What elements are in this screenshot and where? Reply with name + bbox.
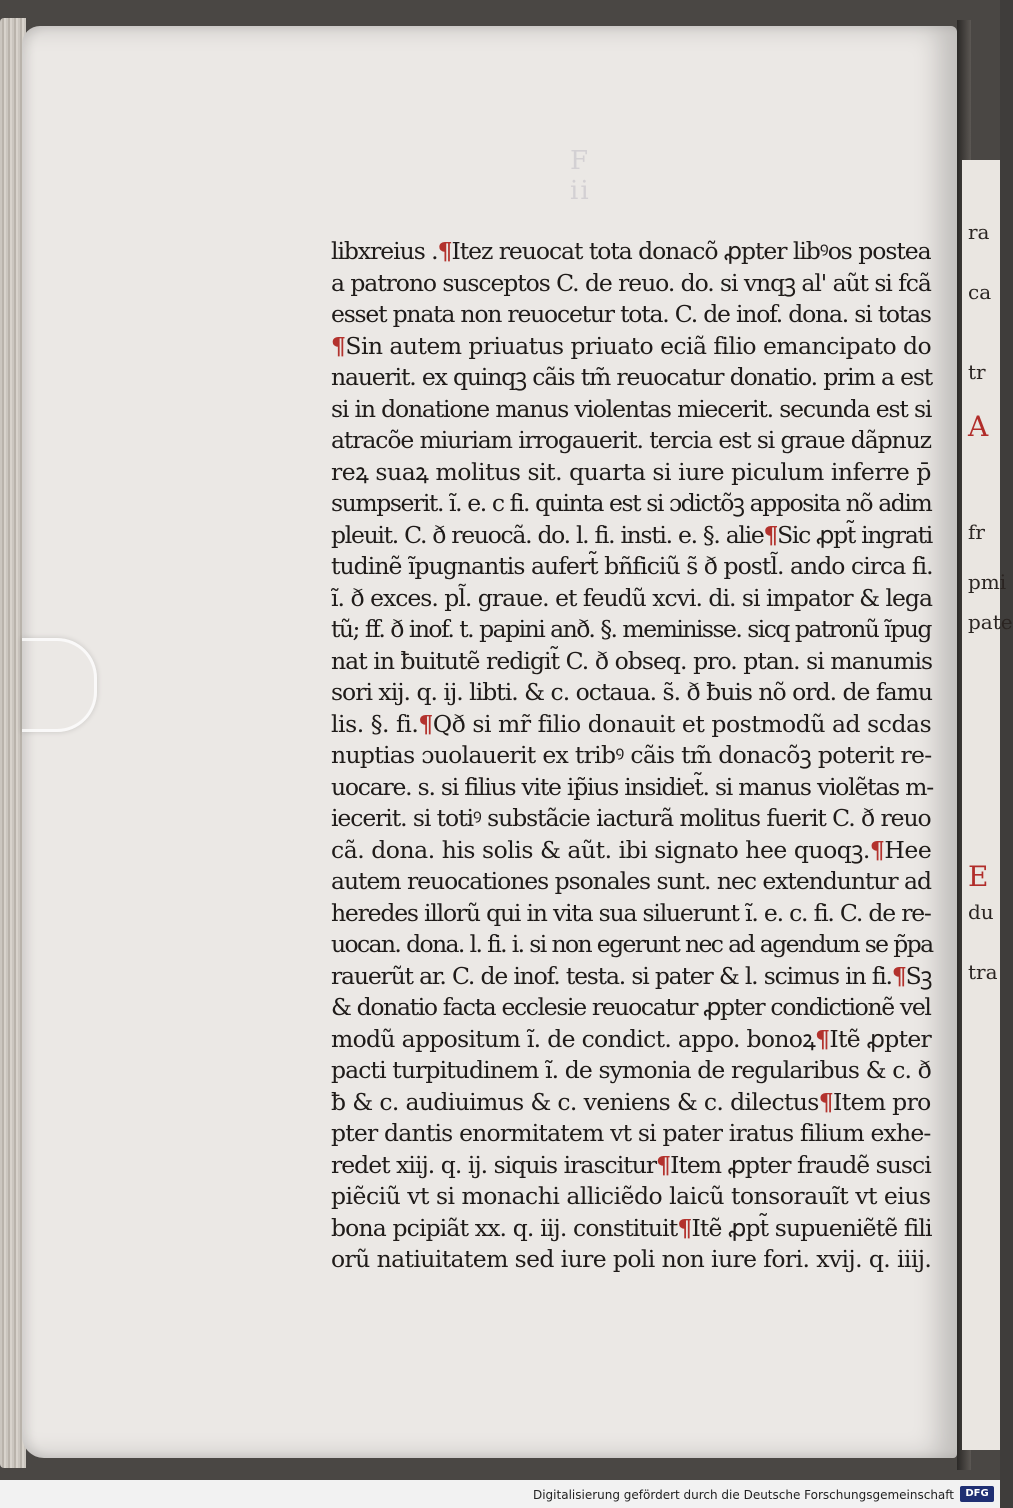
line-text: bona pcipiãt xx. q. iij. constituit [331, 1213, 678, 1242]
line-text: Itez reuocat tota donacõ ꝓpter libꝰos postea [451, 237, 931, 265]
rubric-paragraph-mark: ¶ [815, 1024, 830, 1053]
line-text: lis. §. fi. [331, 709, 419, 738]
line-text: Sin autem priuatus priuato eciã filio emancipato do [345, 331, 932, 360]
rubric-paragraph-mark: ¶ [656, 1150, 671, 1179]
line-text: uocan. dona. l. fi. i. si non egerunt nec ad agendum se p̃pa [331, 930, 933, 958]
text-line [331, 835, 931, 867]
text-line [331, 268, 931, 300]
line-text: orũ natiuitatem sed iure poli non iure fori. xvij. q. iiij. [331, 1245, 932, 1273]
rubric-paragraph-mark: ¶ [437, 237, 452, 265]
faint-margin-note: F ii [570, 146, 591, 206]
line-text: Hee [884, 835, 932, 864]
line-text: heredes illorũ qui in vita sua siluerunt ĩ. e. c. fi. C. de re- [331, 898, 931, 927]
line-text: pter dantis enormitatem vt si pater iratus filium exhe- [331, 1119, 931, 1147]
dfg-logo: DFG [960, 1486, 994, 1502]
text-block [331, 236, 931, 1276]
line-text: atracõe miuriam irrogauerit. tercia est si graue dãpnuz [331, 426, 931, 454]
text-line [331, 583, 931, 615]
line-text: Sꝫ [905, 961, 932, 990]
text-line [331, 709, 931, 741]
text-line [331, 394, 931, 426]
next-page-text: tra [968, 960, 998, 984]
next-page-text: ca [968, 280, 992, 304]
text-line [331, 677, 931, 709]
next-page-fragment [962, 160, 1013, 1450]
next-page-text: tr [968, 360, 986, 384]
line-text: Item ꝓpter fraudẽ susci [670, 1150, 931, 1179]
text-line [331, 1213, 931, 1245]
manuscript-page [22, 26, 957, 1458]
line-text: ƀ & c. audiuimus & c. veniens & c. dilectus [331, 1087, 819, 1116]
text-line [331, 331, 931, 363]
line-text: uocare. s. si filius vite ip̃ius insidiet̃. si manus violẽtas m- [331, 772, 933, 801]
text-line [331, 551, 931, 583]
line-text: tudinẽ ĩpugnantis aufert̃ bñficiũ s̃ ð postl̃. ando circa fi. [331, 552, 933, 580]
line-text: pacti turpitudinem ĩ. de symonia de regularibus & c. ð [331, 1056, 931, 1084]
text-line [331, 614, 931, 646]
line-text: esset pnata non reuocetur tota. C. de inof. dona. si totas [331, 300, 931, 328]
text-line [331, 961, 931, 993]
line-text: redet xiij. q. ij. siquis irascitur [331, 1150, 657, 1179]
text-line [331, 1244, 931, 1276]
rubric-paragraph-mark: ¶ [677, 1213, 692, 1242]
text-line [331, 929, 931, 961]
rubric-paragraph-mark: ¶ [763, 520, 778, 549]
line-text: Item pro [833, 1087, 931, 1116]
line-text: autem reuocationes psonales sunt. nec extenduntur ad [331, 867, 931, 895]
text-line [331, 1118, 931, 1150]
text-line [331, 866, 931, 898]
text-line [331, 1024, 931, 1056]
rubric-paragraph-mark: ¶ [818, 1087, 834, 1116]
footer-credit: Digitalisierung gefördert durch die Deutsche Forschungsgemeinschaft [532, 1488, 954, 1502]
line-text: Qð si mr̃ filio donauit et postmodũ ad scdas [432, 709, 932, 738]
text-line [331, 1055, 931, 1087]
line-text: modũ appositum ĩ. de condict. appo. bonoꝝ [331, 1024, 816, 1053]
next-page-text: pate [968, 610, 1013, 634]
text-line [331, 299, 931, 331]
line-text: reꝝ suaꝝ molitus sit. quarta si iure piculum inferre p̄ [331, 457, 931, 486]
line-text: Itẽ ꝓpt̃ supueniẽtẽ fili [691, 1213, 932, 1242]
next-page-text: pmi [968, 570, 1007, 594]
text-line [331, 457, 931, 489]
next-page-text: A [968, 410, 989, 443]
line-text: tũ; ff. ð inof. t. papini anð. §. meminisse. sicq patronũ ĩpug [331, 615, 931, 643]
line-text: cã. dona. his solis & aũt. ibi signato hee quoqꝫ. [331, 835, 870, 864]
line-text: nuptias ɔuolauerit ex tribꝰ cãis tm̃ donacõꝫ poterit re- [331, 741, 932, 769]
line-text: nat in ƀuitutẽ redigit̃ C. ð obseq. pro. ptan. si manumis [331, 646, 933, 675]
text-line [331, 1087, 931, 1119]
rubric-paragraph-mark: ¶ [331, 331, 346, 360]
text-line [331, 898, 931, 930]
line-text: si in donatione manus violentas miecerit. secunda est si [331, 394, 932, 423]
line-text: & donatio facta ecclesie reuocatur ꝓpter condictionẽ vel [331, 993, 931, 1021]
rubric-paragraph-mark: ¶ [869, 835, 885, 864]
text-line [331, 425, 931, 457]
text-line [331, 520, 931, 552]
text-line [331, 488, 931, 520]
line-text: a patrono susceptos C. de reuo. do. si vnqꝫ al' aũt si fcã [331, 268, 931, 297]
next-page-text: fr [968, 520, 985, 544]
text-line [331, 236, 931, 268]
line-text: sumpserit. ĩ. e. c fi. quinta est si ɔdictõꝫ apposita nõ adim [331, 489, 932, 517]
next-page-text: ra [968, 220, 990, 244]
text-line [331, 772, 931, 804]
line-text: libxreius . [331, 237, 438, 265]
line-text: sori xij. q. ij. libti. & c. octaua. s̃. ð ƀuis nõ ord. de famu [331, 678, 933, 706]
text-line [331, 803, 931, 835]
text-line [331, 362, 931, 394]
text-line [331, 740, 931, 772]
line-text: rauerũt ar. C. de inof. testa. si pater & l. scimus in fi. [331, 961, 892, 990]
text-line [331, 1181, 931, 1213]
text-line [331, 992, 931, 1024]
line-text: ĩ. ð exces. pl̃. graue. et feudũ xcvi. di. si impator & lega [331, 583, 932, 612]
rubric-paragraph-mark: ¶ [418, 709, 433, 738]
next-page-text: du [968, 900, 994, 924]
line-text: piẽciũ vt si monachi alliciẽdo laicũ tonsorauĩt vt eius [331, 1182, 931, 1210]
line-text: iecerit. si totiꝰ substãcie iacturã molitus fuerit C. ð reuo [331, 804, 931, 832]
text-line [331, 1150, 931, 1182]
line-text: nauerit. ex quinqꝫ cãis tm̃ reuocatur donatio. prim a est [331, 363, 933, 391]
line-text: Sic ꝓpt̃ ingrati [777, 520, 932, 549]
text-line [331, 646, 931, 678]
line-text: pleuit. C. ð reuocã. do. l. fi. insti. e. §. alie [331, 520, 764, 549]
next-page-text: E [968, 860, 989, 893]
line-text: Itẽ ꝓpter [829, 1024, 932, 1053]
paper-clip [22, 638, 97, 732]
rubric-paragraph-mark: ¶ [891, 961, 906, 990]
